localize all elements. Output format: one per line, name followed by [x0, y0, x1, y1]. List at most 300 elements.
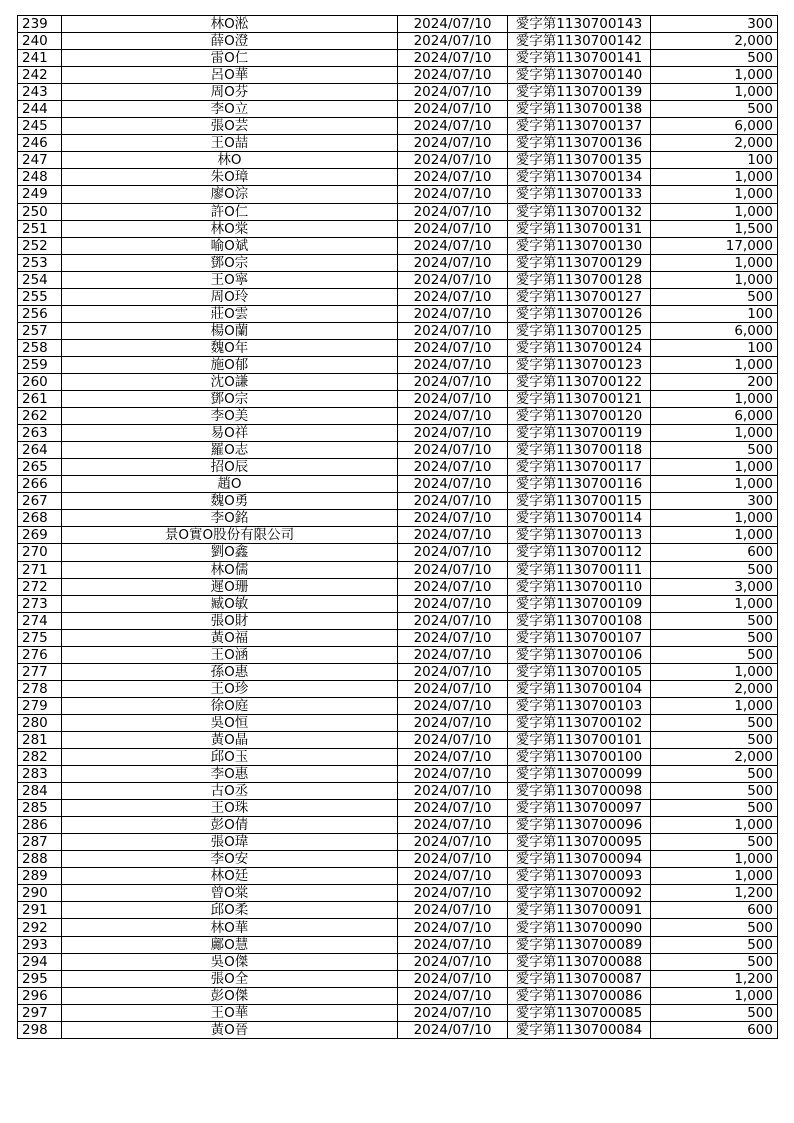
row-number: 249	[18, 186, 62, 203]
donation-date: 2024/07/10	[398, 288, 508, 305]
receipt-number: 愛字第1130700099	[508, 766, 651, 783]
receipt-number: 愛字第1130700106	[508, 646, 651, 663]
table-row	[18, 783, 778, 800]
donation-date: 2024/07/10	[398, 595, 508, 612]
donation-date: 2024/07/10	[398, 527, 508, 544]
donor-name: 鄧O宗	[62, 254, 398, 271]
donation-amount: 500	[651, 766, 778, 783]
donation-amount: 500	[651, 646, 778, 663]
receipt-number: 愛字第1130700116	[508, 476, 651, 493]
table-row	[18, 902, 778, 919]
donor-name: 王O華	[62, 1004, 398, 1021]
table-row	[18, 50, 778, 67]
donation-amount: 2,000	[651, 33, 778, 50]
donation-date: 2024/07/10	[398, 1021, 508, 1038]
donation-amount: 500	[651, 714, 778, 731]
donor-name: 周O芬	[62, 84, 398, 101]
donor-name: 王O喆	[62, 135, 398, 152]
receipt-number: 愛字第1130700113	[508, 527, 651, 544]
receipt-number: 愛字第1130700143	[508, 16, 651, 33]
donor-name: 廖O淙	[62, 186, 398, 203]
row-number: 250	[18, 203, 62, 220]
donation-date: 2024/07/10	[398, 1004, 508, 1021]
table-row	[18, 425, 778, 442]
table-row	[18, 834, 778, 851]
row-number: 247	[18, 152, 62, 169]
row-number: 257	[18, 322, 62, 339]
donation-date: 2024/07/10	[398, 868, 508, 885]
table-row	[18, 1004, 778, 1021]
donation-date: 2024/07/10	[398, 766, 508, 783]
receipt-number: 愛字第1130700140	[508, 67, 651, 84]
row-number: 297	[18, 1004, 62, 1021]
row-number: 293	[18, 936, 62, 953]
donation-date: 2024/07/10	[398, 339, 508, 356]
row-number: 255	[18, 288, 62, 305]
donor-name: 邱O玉	[62, 749, 398, 766]
donation-amount: 3,000	[651, 578, 778, 595]
row-number: 281	[18, 731, 62, 748]
row-number: 295	[18, 970, 62, 987]
donation-date: 2024/07/10	[398, 544, 508, 561]
table-row	[18, 373, 778, 390]
table-row	[18, 749, 778, 766]
row-number: 259	[18, 356, 62, 373]
receipt-number: 愛字第1130700110	[508, 578, 651, 595]
receipt-number: 愛字第1130700112	[508, 544, 651, 561]
donor-name: 王O珍	[62, 680, 398, 697]
donation-amount: 600	[651, 902, 778, 919]
table-row	[18, 408, 778, 425]
row-number: 243	[18, 84, 62, 101]
receipt-number: 愛字第1130700118	[508, 442, 651, 459]
table-row	[18, 919, 778, 936]
row-number: 280	[18, 714, 62, 731]
receipt-number: 愛字第1130700103	[508, 697, 651, 714]
donation-date: 2024/07/10	[398, 305, 508, 322]
table-row	[18, 731, 778, 748]
donation-amount: 1,000	[651, 663, 778, 680]
donation-date: 2024/07/10	[398, 697, 508, 714]
donation-date: 2024/07/10	[398, 953, 508, 970]
table-row	[18, 800, 778, 817]
donor-name: 林O棠	[62, 220, 398, 237]
donor-name: 易O祥	[62, 425, 398, 442]
receipt-number: 愛字第1130700089	[508, 936, 651, 953]
donation-date: 2024/07/10	[398, 851, 508, 868]
receipt-number: 愛字第1130700132	[508, 203, 651, 220]
row-number: 285	[18, 800, 62, 817]
receipt-number: 愛字第1130700096	[508, 817, 651, 834]
donation-amount: 1,000	[651, 987, 778, 1004]
row-number: 252	[18, 237, 62, 254]
donation-amount: 500	[651, 953, 778, 970]
donation-date: 2024/07/10	[398, 186, 508, 203]
table-row	[18, 16, 778, 33]
table-row	[18, 442, 778, 459]
donation-amount: 1,000	[651, 697, 778, 714]
receipt-number: 愛字第1130700085	[508, 1004, 651, 1021]
donor-name: 古O丞	[62, 783, 398, 800]
donor-name: 徐O庭	[62, 697, 398, 714]
row-number: 272	[18, 578, 62, 595]
table-row	[18, 680, 778, 697]
row-number: 275	[18, 629, 62, 646]
table-row	[18, 612, 778, 629]
row-number: 263	[18, 425, 62, 442]
row-number: 288	[18, 851, 62, 868]
donation-amount: 500	[651, 101, 778, 118]
receipt-number: 愛字第1130700133	[508, 186, 651, 203]
table-row	[18, 578, 778, 595]
receipt-number: 愛字第1130700139	[508, 84, 651, 101]
donor-name: 魏O年	[62, 339, 398, 356]
row-number: 268	[18, 510, 62, 527]
donor-name: 沈O謙	[62, 373, 398, 390]
receipt-number: 愛字第1130700129	[508, 254, 651, 271]
donor-name: 施O郁	[62, 356, 398, 373]
donation-amount: 500	[651, 936, 778, 953]
row-number: 266	[18, 476, 62, 493]
receipt-number: 愛字第1130700091	[508, 902, 651, 919]
table-row	[18, 186, 778, 203]
table-row	[18, 237, 778, 254]
receipt-number: 愛字第1130700102	[508, 714, 651, 731]
table-row	[18, 84, 778, 101]
receipt-number: 愛字第1130700126	[508, 305, 651, 322]
row-number: 283	[18, 766, 62, 783]
receipt-number: 愛字第1130700094	[508, 851, 651, 868]
receipt-number: 愛字第1130700100	[508, 749, 651, 766]
donation-date: 2024/07/10	[398, 800, 508, 817]
receipt-number: 愛字第1130700142	[508, 33, 651, 50]
table-row	[18, 936, 778, 953]
table-row	[18, 817, 778, 834]
donation-amount: 600	[651, 544, 778, 561]
donation-amount: 500	[651, 612, 778, 629]
donation-date: 2024/07/10	[398, 254, 508, 271]
donation-amount: 1,000	[651, 459, 778, 476]
donor-name: 林O華	[62, 919, 398, 936]
table-row	[18, 305, 778, 322]
donation-amount: 2,000	[651, 680, 778, 697]
donation-amount: 1,000	[651, 271, 778, 288]
donation-date: 2024/07/10	[398, 783, 508, 800]
row-number: 239	[18, 16, 62, 33]
donation-amount: 600	[651, 1021, 778, 1038]
row-number: 245	[18, 118, 62, 135]
donation-amount: 1,000	[651, 868, 778, 885]
donation-amount: 1,000	[651, 510, 778, 527]
donation-amount: 1,000	[651, 84, 778, 101]
donation-date: 2024/07/10	[398, 33, 508, 50]
row-number: 286	[18, 817, 62, 834]
donation-date: 2024/07/10	[398, 169, 508, 186]
receipt-number: 愛字第1130700141	[508, 50, 651, 67]
donor-name: 黃O晶	[62, 731, 398, 748]
donation-date: 2024/07/10	[398, 50, 508, 67]
donation-amount: 1,000	[651, 851, 778, 868]
table-row	[18, 714, 778, 731]
donor-name: 張O瑋	[62, 834, 398, 851]
row-number: 242	[18, 67, 62, 84]
donation-amount: 2,000	[651, 749, 778, 766]
receipt-number: 愛字第1130700124	[508, 339, 651, 356]
row-number: 267	[18, 493, 62, 510]
donation-amount: 17,000	[651, 237, 778, 254]
donor-name: 雷O仁	[62, 50, 398, 67]
donation-amount: 1,000	[651, 254, 778, 271]
donation-amount: 1,200	[651, 885, 778, 902]
table-row	[18, 203, 778, 220]
donation-date: 2024/07/10	[398, 612, 508, 629]
donation-amount: 1,000	[651, 391, 778, 408]
donation-date: 2024/07/10	[398, 408, 508, 425]
table-row	[18, 152, 778, 169]
donation-date: 2024/07/10	[398, 970, 508, 987]
table-row	[18, 595, 778, 612]
table-row	[18, 629, 778, 646]
donor-name: 招O辰	[62, 459, 398, 476]
table-row	[18, 510, 778, 527]
table-row	[18, 970, 778, 987]
receipt-number: 愛字第1130700128	[508, 271, 651, 288]
receipt-number: 愛字第1130700130	[508, 237, 651, 254]
donation-date: 2024/07/10	[398, 885, 508, 902]
table-row	[18, 1021, 778, 1038]
row-number: 282	[18, 749, 62, 766]
table-row	[18, 663, 778, 680]
donor-name: 林O廷	[62, 868, 398, 885]
donor-name: 劉O鑫	[62, 544, 398, 561]
donation-date: 2024/07/10	[398, 135, 508, 152]
table-row	[18, 220, 778, 237]
donor-name: 孫O惠	[62, 663, 398, 680]
table-row	[18, 766, 778, 783]
donor-name: 黃O晉	[62, 1021, 398, 1038]
table-row	[18, 561, 778, 578]
table-row	[18, 322, 778, 339]
table-row	[18, 868, 778, 885]
donor-name: 莊O雲	[62, 305, 398, 322]
donation-amount: 1,200	[651, 970, 778, 987]
receipt-number: 愛字第1130700137	[508, 118, 651, 135]
donation-date: 2024/07/10	[398, 476, 508, 493]
donation-amount: 500	[651, 834, 778, 851]
row-number: 246	[18, 135, 62, 152]
donation-date: 2024/07/10	[398, 322, 508, 339]
donation-date: 2024/07/10	[398, 356, 508, 373]
donation-amount: 1,000	[651, 169, 778, 186]
table-row	[18, 67, 778, 84]
donor-name: 呂O華	[62, 67, 398, 84]
row-number: 271	[18, 561, 62, 578]
receipt-number: 愛字第1130700090	[508, 919, 651, 936]
donation-date: 2024/07/10	[398, 220, 508, 237]
donor-name: 彭O倩	[62, 817, 398, 834]
table-row	[18, 544, 778, 561]
table-body	[18, 16, 778, 1039]
donation-date: 2024/07/10	[398, 578, 508, 595]
donation-date: 2024/07/10	[398, 373, 508, 390]
row-number: 262	[18, 408, 62, 425]
table-row	[18, 169, 778, 186]
receipt-number: 愛字第1130700120	[508, 408, 651, 425]
donation-date: 2024/07/10	[398, 749, 508, 766]
row-number: 277	[18, 663, 62, 680]
donation-date: 2024/07/10	[398, 834, 508, 851]
receipt-number: 愛字第1130700105	[508, 663, 651, 680]
receipt-number: 愛字第1130700092	[508, 885, 651, 902]
receipt-number: 愛字第1130700125	[508, 322, 651, 339]
donation-date: 2024/07/10	[398, 237, 508, 254]
donation-amount: 1,500	[651, 220, 778, 237]
donor-name: 羅O志	[62, 442, 398, 459]
table-row	[18, 101, 778, 118]
receipt-number: 愛字第1130700123	[508, 356, 651, 373]
receipt-number: 愛字第1130700098	[508, 783, 651, 800]
donation-amount: 300	[651, 493, 778, 510]
receipt-number: 愛字第1130700093	[508, 868, 651, 885]
donor-name: 周O玲	[62, 288, 398, 305]
donor-name: 楊O蘭	[62, 322, 398, 339]
donation-date: 2024/07/10	[398, 987, 508, 1004]
table-row	[18, 135, 778, 152]
donor-name: 張O財	[62, 612, 398, 629]
donor-name: 林O淞	[62, 16, 398, 33]
donor-name: 彭O傑	[62, 987, 398, 1004]
row-number: 279	[18, 697, 62, 714]
row-number: 273	[18, 595, 62, 612]
row-number: 248	[18, 169, 62, 186]
donation-date: 2024/07/10	[398, 101, 508, 118]
donation-amount: 500	[651, 442, 778, 459]
donor-name: 王O寧	[62, 271, 398, 288]
donor-name: 李O惠	[62, 766, 398, 783]
donor-name: 鄧O宗	[62, 391, 398, 408]
donor-name: 薛O澄	[62, 33, 398, 50]
donation-date: 2024/07/10	[398, 510, 508, 527]
donor-name: 林O	[62, 152, 398, 169]
table-row	[18, 697, 778, 714]
receipt-number: 愛字第1130700104	[508, 680, 651, 697]
receipt-number: 愛字第1130700131	[508, 220, 651, 237]
table-row	[18, 33, 778, 50]
donation-amount: 300	[651, 16, 778, 33]
donation-amount: 500	[651, 561, 778, 578]
donor-name: 景O實O股份有限公司	[62, 527, 398, 544]
donation-amount: 6,000	[651, 408, 778, 425]
donation-date: 2024/07/10	[398, 561, 508, 578]
receipt-number: 愛字第1130700121	[508, 391, 651, 408]
donor-name: 趙O	[62, 476, 398, 493]
donation-date: 2024/07/10	[398, 936, 508, 953]
donation-date: 2024/07/10	[398, 16, 508, 33]
donation-amount: 6,000	[651, 118, 778, 135]
row-number: 240	[18, 33, 62, 50]
table-row	[18, 953, 778, 970]
receipt-number: 愛字第1130700108	[508, 612, 651, 629]
row-number: 278	[18, 680, 62, 697]
donor-name: 林O儒	[62, 561, 398, 578]
table-row	[18, 254, 778, 271]
donor-name: 邱O柔	[62, 902, 398, 919]
donor-name: 魏O勇	[62, 493, 398, 510]
row-number: 291	[18, 902, 62, 919]
donation-amount: 500	[651, 800, 778, 817]
donation-amount: 100	[651, 305, 778, 322]
donation-date: 2024/07/10	[398, 919, 508, 936]
donation-date: 2024/07/10	[398, 817, 508, 834]
table-row	[18, 391, 778, 408]
donor-name: 朱O璋	[62, 169, 398, 186]
donor-name: 喻O斌	[62, 237, 398, 254]
table-row	[18, 646, 778, 663]
receipt-number: 愛字第1130700095	[508, 834, 651, 851]
donor-name: 曾O棠	[62, 885, 398, 902]
receipt-number: 愛字第1130700087	[508, 970, 651, 987]
donation-amount: 500	[651, 1004, 778, 1021]
row-number: 244	[18, 101, 62, 118]
donation-amount: 6,000	[651, 322, 778, 339]
donor-name: 張O全	[62, 970, 398, 987]
table-row	[18, 271, 778, 288]
receipt-number: 愛字第1130700086	[508, 987, 651, 1004]
donation-amount: 500	[651, 629, 778, 646]
donation-date: 2024/07/10	[398, 271, 508, 288]
donation-date: 2024/07/10	[398, 425, 508, 442]
table-row	[18, 987, 778, 1004]
receipt-number: 愛字第1130700136	[508, 135, 651, 152]
row-number: 287	[18, 834, 62, 851]
donation-date: 2024/07/10	[398, 902, 508, 919]
donation-date: 2024/07/10	[398, 84, 508, 101]
receipt-number: 愛字第1130700107	[508, 629, 651, 646]
receipt-number: 愛字第1130700111	[508, 561, 651, 578]
row-number: 251	[18, 220, 62, 237]
donation-amount: 1,000	[651, 203, 778, 220]
row-number: 276	[18, 646, 62, 663]
table-row	[18, 118, 778, 135]
donation-date: 2024/07/10	[398, 731, 508, 748]
receipt-number: 愛字第1130700135	[508, 152, 651, 169]
donor-name: 李O安	[62, 851, 398, 868]
donation-amount: 1,000	[651, 595, 778, 612]
table-row	[18, 527, 778, 544]
row-number: 260	[18, 373, 62, 390]
row-number: 241	[18, 50, 62, 67]
row-number: 298	[18, 1021, 62, 1038]
row-number: 270	[18, 544, 62, 561]
donation-amount: 500	[651, 731, 778, 748]
receipt-number: 愛字第1130700119	[508, 425, 651, 442]
row-number: 265	[18, 459, 62, 476]
table-row	[18, 476, 778, 493]
table-row	[18, 885, 778, 902]
donation-date: 2024/07/10	[398, 493, 508, 510]
table-row	[18, 459, 778, 476]
donor-name: 王O珠	[62, 800, 398, 817]
donation-date: 2024/07/10	[398, 714, 508, 731]
receipt-number: 愛字第1130700097	[508, 800, 651, 817]
donor-name: 李O銘	[62, 510, 398, 527]
donor-name: 吳O恒	[62, 714, 398, 731]
row-number: 254	[18, 271, 62, 288]
receipt-number: 愛字第1130700134	[508, 169, 651, 186]
donation-date: 2024/07/10	[398, 67, 508, 84]
donation-date: 2024/07/10	[398, 459, 508, 476]
row-number: 294	[18, 953, 62, 970]
